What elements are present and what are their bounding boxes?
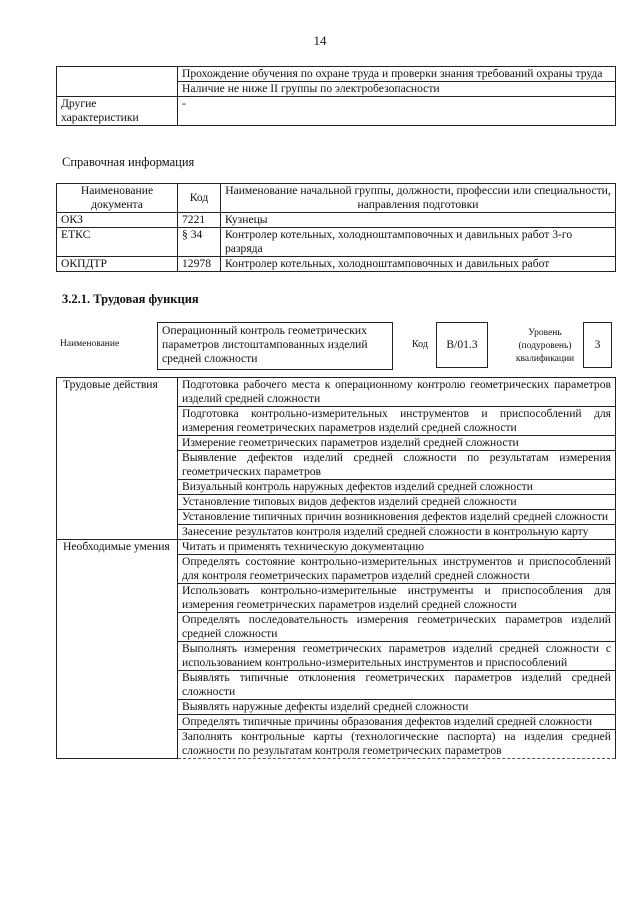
function-code: B/01.3 xyxy=(436,322,488,368)
name-cell: Контролер котельных, холодноштамповочных и давильных работ 3-го разряда xyxy=(221,228,616,257)
name-cell: Контролер котельных, холодноштамповочных и давильных работ xyxy=(221,257,616,272)
table-row xyxy=(57,228,616,257)
item-cell: Выявлять наружные дефекты изделий средней сложности xyxy=(178,700,616,715)
item-cell: Определять последовательность измерения геометрических параметров изделий средней сложности xyxy=(178,613,616,642)
item-cell: Подготовка рабочего места к операционному контролю геометрических параметров изделий средней сложности xyxy=(178,378,616,407)
row-text: Наличие не ниже II группы по электробезопасности xyxy=(178,82,616,97)
doc-cell: ЕТКС xyxy=(57,228,178,257)
code-label: Код xyxy=(412,339,428,350)
code-cell: § 34 xyxy=(178,228,221,257)
code-cell: 12978 xyxy=(178,257,221,272)
item-cell: Установление типовых видов дефектов изделий средней сложности xyxy=(178,495,616,510)
item-cell: Визуальный контроль наружных дефектов изделий средней сложности xyxy=(178,480,616,495)
item-cell: Читать и применять техническую документацию xyxy=(178,540,616,555)
column-header: Наименование начальной группы, должности, профессии или специальности, направления подготовки xyxy=(221,184,616,213)
code-cell: 7221 xyxy=(178,213,221,228)
name-cell: Кузнецы xyxy=(221,213,616,228)
item-cell: Занесение результатов контроля изделий средней сложности в контрольную карту xyxy=(178,525,616,540)
level-label: Уровень (подуровень) квалификации xyxy=(515,328,575,364)
doc-cell: ОКПДТР xyxy=(57,257,178,272)
table-row xyxy=(57,213,616,228)
section-title: Справочная информация xyxy=(62,155,195,169)
item-cell: Измерение геометрических параметров изделий средней сложности xyxy=(178,436,616,451)
item-cell: Подготовка контрольно-измерительных инструментов и приспособлений для измерения геометрических параметров изделий средней сложности xyxy=(178,407,616,436)
table-row xyxy=(57,67,616,82)
item-cell: Определять типичные причины образования дефектов изделий средней сложности xyxy=(178,715,616,730)
row-text: - xyxy=(178,97,616,126)
row-text: Прохождение обучения по охране труда и проверки знания требований охраны труда xyxy=(178,67,616,82)
page-number: 14 xyxy=(313,33,327,48)
name-label: Наименование xyxy=(60,339,120,349)
function-name: Операционный контроль геометрических параметров листоштампованных изделий средней сложности xyxy=(157,322,393,370)
column-header: Наименование документа xyxy=(57,184,178,213)
item-cell: Выявление дефектов изделий средней сложности по результатам измерения геометрических параметров xyxy=(178,451,616,480)
item-cell: Использовать контрольно-измерительные инструменты и приспособления для измерения геометрических параметров изделий средней сложности xyxy=(178,584,616,613)
item-cell: Установление типичных причин возникновения дефектов изделий средней сложности xyxy=(178,510,616,525)
function-heading: 3.2.1. Трудовая функция xyxy=(62,292,199,306)
table-header-row xyxy=(57,184,616,213)
table-row xyxy=(57,97,616,126)
item-cell: Выявлять типичные отклонения геометрических параметров изделий средней сложности xyxy=(178,671,616,700)
category-cell: Трудовые действия xyxy=(57,378,178,540)
reference-table xyxy=(56,183,616,272)
item-cell: Заполнять контрольные карты (технологические паспорта) на изделия средней сложности по результатам контроля геометрических параметров xyxy=(178,730,616,759)
function-block xyxy=(56,322,616,372)
column-header: Код xyxy=(178,184,221,213)
category-cell: Необходимые умения xyxy=(57,540,178,759)
actions-table xyxy=(56,377,616,759)
table-row xyxy=(57,257,616,272)
row-label: Другие характеристики xyxy=(57,97,178,126)
table-row xyxy=(57,540,616,555)
item-cell: Определять состояние контрольно-измерительных инструментов и приспособлений для контроля геометрических параметров изделий средней сложности xyxy=(178,555,616,584)
level-value: 3 xyxy=(583,322,612,368)
item-cell: Выполнять измерения геометрических параметров изделий средней сложности с использованием контрольно-измерительных инструментов и приспособлений xyxy=(178,642,616,671)
doc-cell: ОКЗ xyxy=(57,213,178,228)
top-table xyxy=(56,66,616,126)
table-row xyxy=(57,378,616,407)
row-label xyxy=(57,67,178,97)
